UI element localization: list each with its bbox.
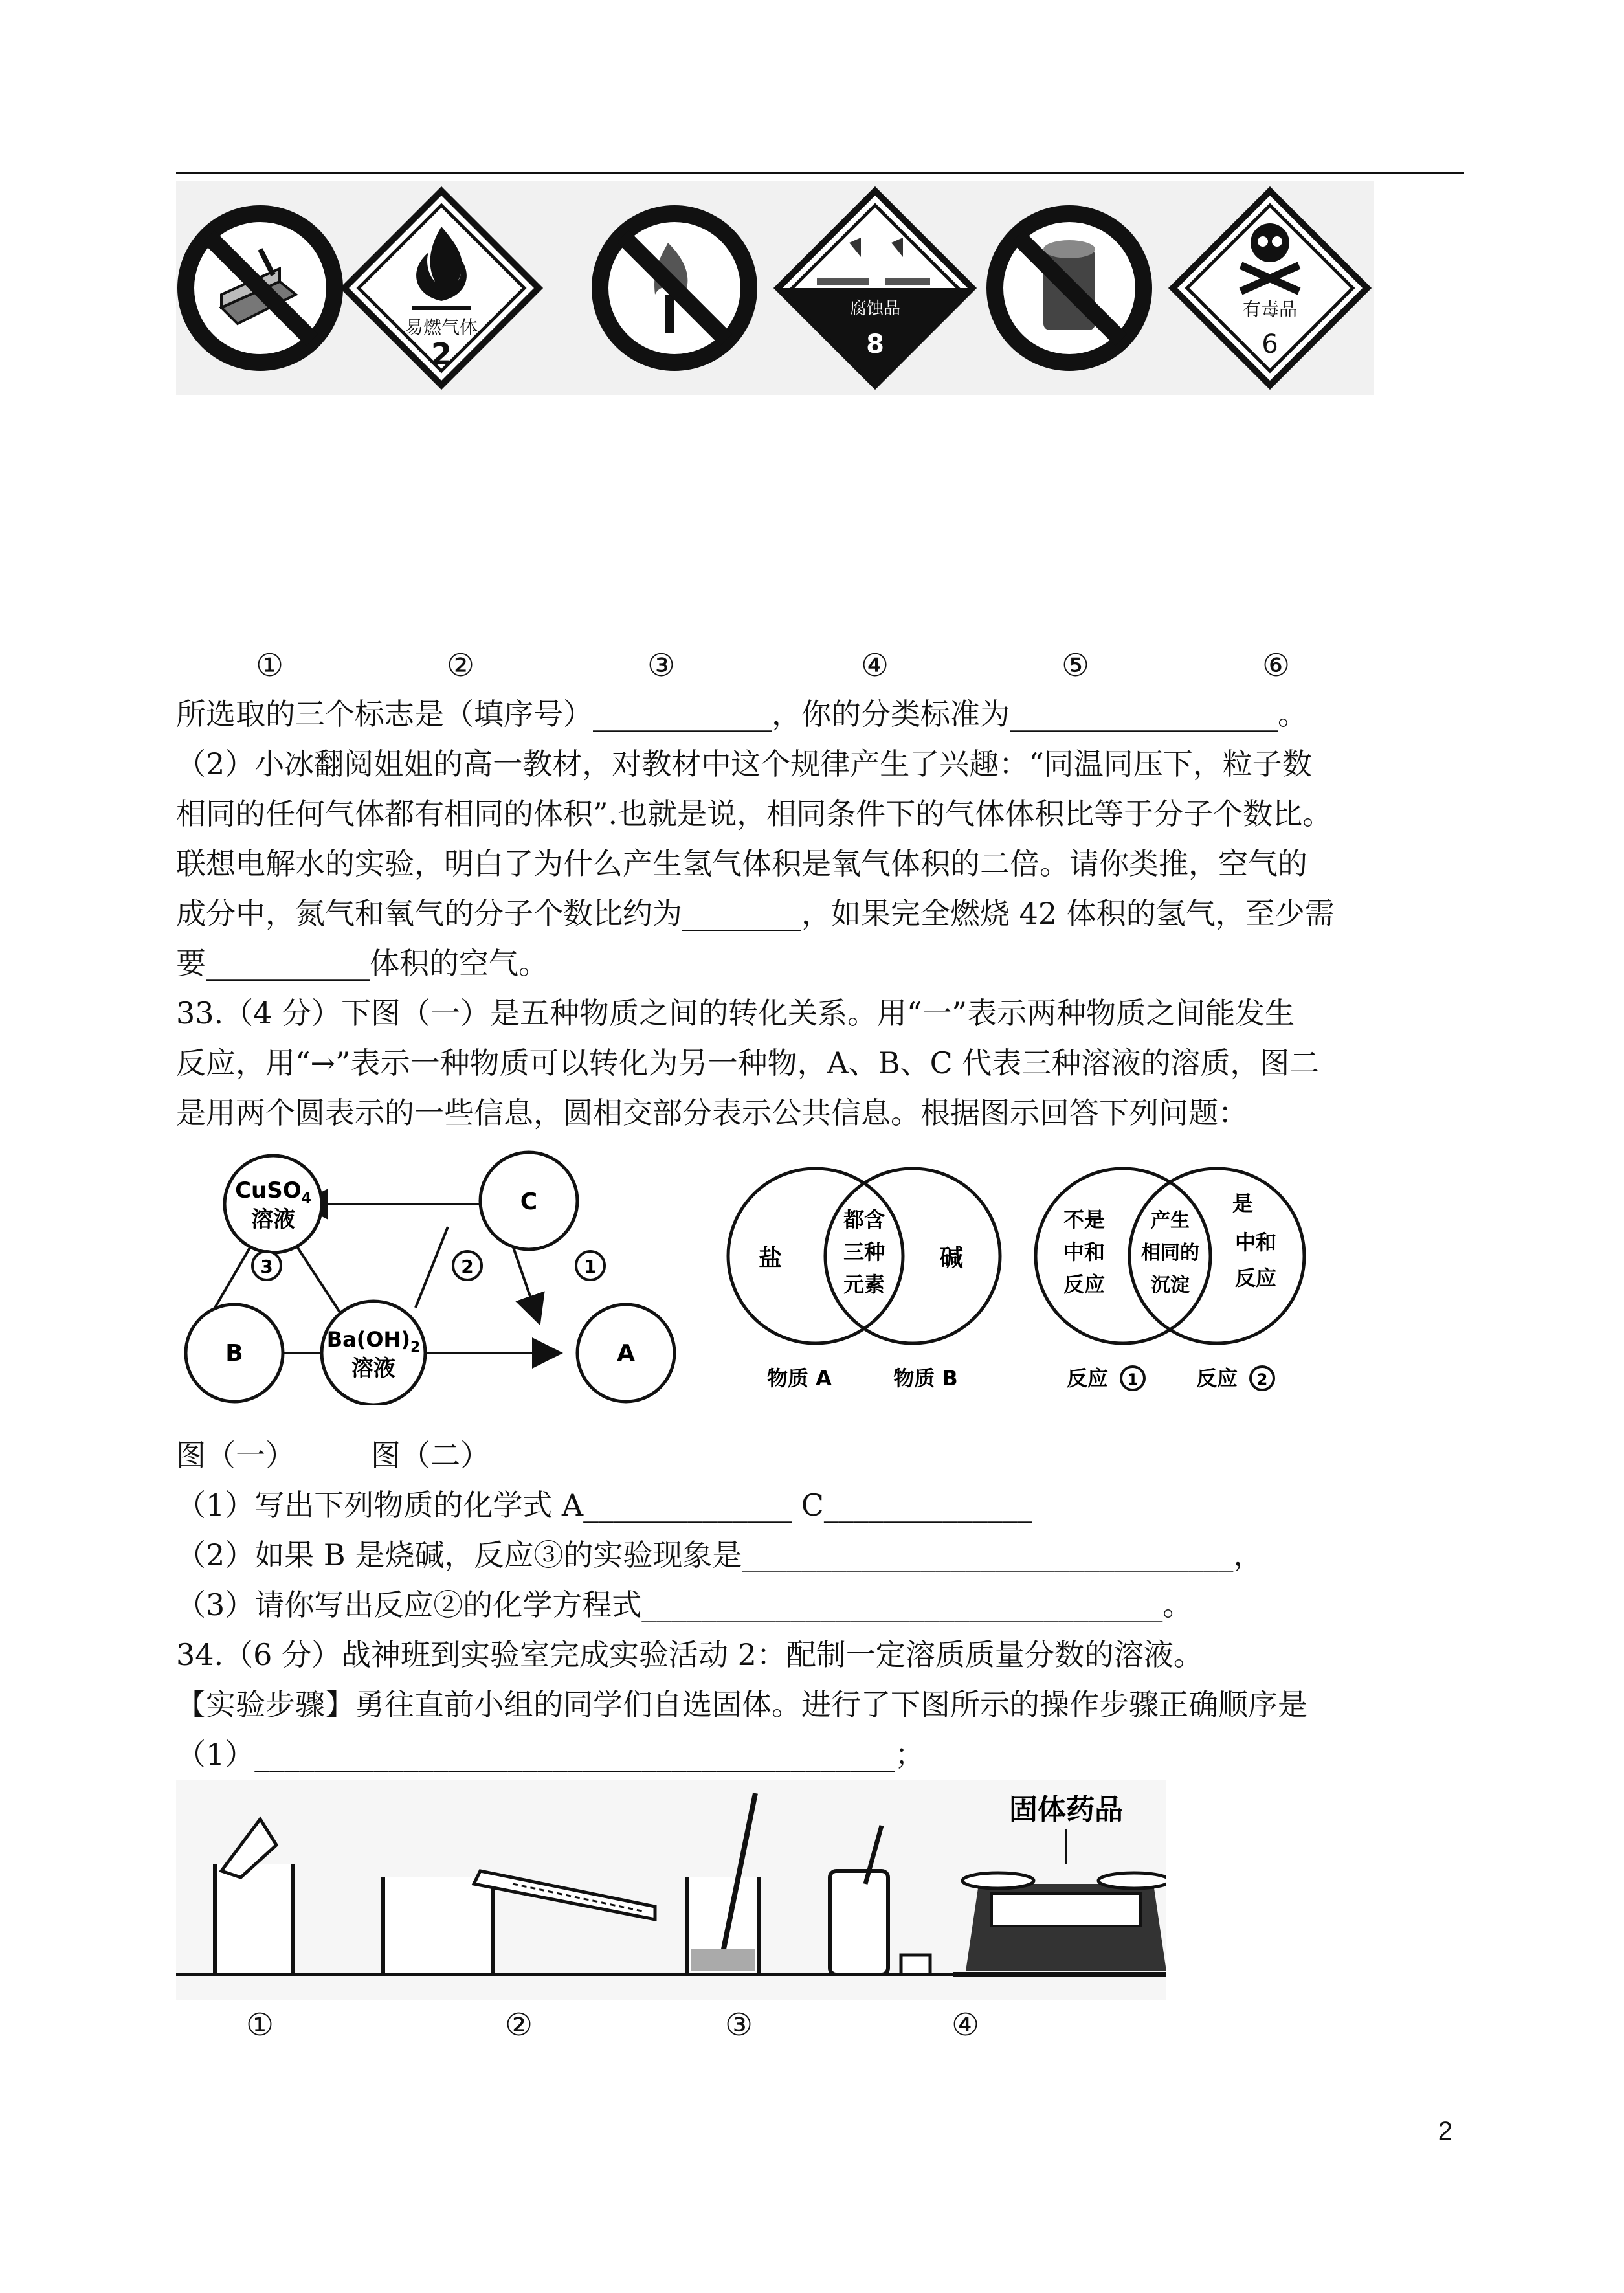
baoh2-label: 溶液 [351,1356,395,1381]
step-number-2: ② [505,2007,533,2043]
figure-2-venn-substances [718,1146,1016,1405]
q32-line-4: 联想电解水的实验，明白了为什么产生氢气体积是氧气体积的二倍。请你类推，空气的 [176,846,1307,881]
figure-2-venn-reactions [1023,1146,1320,1405]
figure-1-conversion-diagram [176,1146,713,1405]
q33-sub-3: （3）请你写出反应②的化学方程式___________________________________。 [176,1587,1193,1622]
figure-captions: 图（一） 图（二） [176,1438,490,1473]
q33-sub-2: （2）如果 B 是烧碱，反应③的实验现象是_________________________________， [176,1538,1263,1572]
svg-text:CuSO4 [235,1178,311,1207]
reaction-2-number: 2 [461,1256,474,1277]
q33-sub-1: （1）写出下列物质的化学式 A______________ C______________ [176,1488,1032,1523]
step-number-1: ① [246,2007,274,2043]
node-c-label: C [520,1189,538,1215]
venn-caption-right: 反应 [1196,1366,1238,1391]
baoh2-formula: Ba(OH) [326,1327,410,1352]
q33-line-2: 反应，用“→”表示一种物质可以转化为另一种物，A、B、C 代表三种溶液的溶质，图二 [176,1046,1320,1080]
svg-text:Ba(OH)2 [327,1327,421,1356]
cuso4-label: 溶液 [251,1207,295,1233]
q34-line-3: （1）___________________________________________； [176,1737,925,1772]
venn-caption-left: 反应 [1066,1366,1109,1391]
top-rule [176,172,1464,174]
safety-signs [176,181,1374,395]
caption-right-number: 2 [1256,1370,1268,1389]
q32-line-2: （2）小冰翻阅姐姐的高一教材，对教材中这个规律产生了兴趣：“同温同压下，粒子数 [176,746,1312,781]
sign-number-5: ⑤ [1062,647,1090,684]
step-number-3: ③ [725,2007,753,2043]
venn-mid-line-3: 元素 [843,1272,885,1297]
hazard-label: 有毒品 [1242,298,1298,320]
sign-number-2: ② [447,647,475,684]
venn-mid-line-2: 相同的 [1141,1242,1199,1264]
venn-left-line-3: 反应 [1063,1272,1106,1297]
venn-mid-line-1: 都含 [843,1207,885,1232]
cuso4-subscript: 4 [301,1191,311,1207]
venn-mid-line-3: 沉淀 [1151,1274,1190,1297]
venn-mid-line-2: 三种 [843,1240,885,1264]
venn-mid-line-1: 产生 [1151,1209,1190,1232]
hazard-label: 易燃气体 [405,317,478,338]
node-b-label: B [225,1340,243,1367]
sign-3-prohibition [600,214,749,363]
caption-left-number: 1 [1127,1370,1139,1389]
reaction-3-number: 3 [260,1256,273,1277]
page-number: 2 [1438,2117,1452,2145]
venn-right-line-1: 是 [1232,1191,1254,1216]
cuso4-formula: CuSO [235,1178,302,1203]
node-a-label: A [617,1340,635,1367]
q32-line-1: 所选取的三个标志是（填序号）____________，你的分类标准为__________________。 [176,697,1307,732]
sign-number-6: ⑥ [1262,647,1291,684]
q33-line-3: 是用两个圆表示的一些信息，圆相交部分表示公共信息。根据图示回答下列问题： [176,1095,1248,1130]
hazard-class-number: 6 [1262,330,1278,359]
venn-left-label: 盐 [758,1245,783,1271]
solid-reagent-label: 固体药品 [1009,1793,1123,1826]
q34-line-2: 【实验步骤】勇往直前小组的同学们自选固体。进行了下图所示的操作步骤正确顺序是 [176,1687,1307,1722]
q32-line-5: 成分中，氮气和氧气的分子个数比约为________，如果完全燃烧 42 体积的氢气，至少需 [176,896,1335,931]
line-c-baoh [416,1227,448,1308]
sign-5-prohibition [995,214,1144,363]
q33-line-1: 33.（4 分）下图（一）是五种物质之间的转化关系。用“一”表示两种物质之间能发生 [176,996,1295,1031]
venn-left-line-2: 中和 [1063,1240,1106,1264]
venn-caption-right: 物质 B [893,1366,958,1391]
hazard-class-number: 8 [866,330,884,359]
step-number-4: ④ [951,2007,980,2043]
venn-right-label: 碱 [939,1245,964,1271]
sign-number-4: ④ [861,647,889,684]
sign-1-prohibition [186,214,335,363]
reaction-1-number: 1 [584,1256,597,1277]
q32-line-3: 相同的任何气体都有相同的体积”.也就是说，相同条件下的气体体积比等于分子个数比。 [176,796,1333,831]
q34-line-1: 34.（6 分）战神班到实验室完成实验活动 2：配制一定溶质质量分数的溶液。 [176,1637,1203,1672]
sign-number-3: ③ [647,647,676,684]
venn-left-line-1: 不是 [1063,1207,1106,1232]
sign-number-1: ① [256,647,284,684]
venn-right-line-2: 中和 [1234,1230,1277,1255]
baoh2-subscript: 2 [410,1339,421,1356]
venn-caption-left: 物质 A [767,1366,832,1391]
venn-right-line-3: 反应 [1234,1266,1277,1290]
q32-line-6: 要___________体积的空气。 [176,946,548,981]
hazard-class-number: 2 [430,337,452,372]
hazard-label: 腐蚀品 [849,299,901,319]
lab-operations-figure [176,1780,1166,2000]
